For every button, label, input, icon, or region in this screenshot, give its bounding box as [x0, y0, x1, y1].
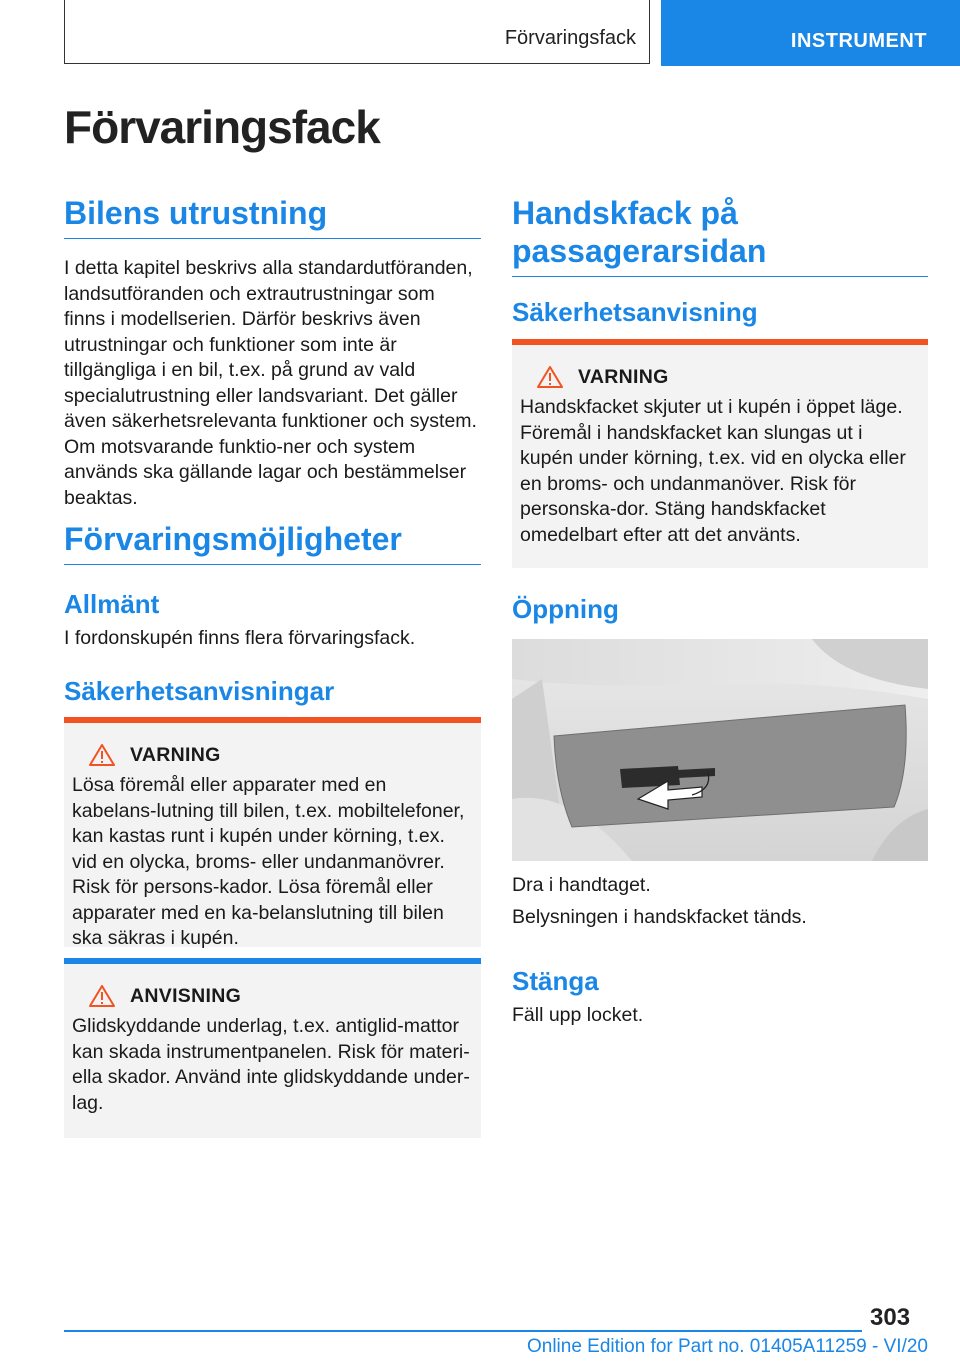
heading-sakerhetsanvisning: Säkerhetsanvisning	[512, 297, 758, 327]
heading-bilens-utrustning: Bilens utrustning	[64, 194, 481, 239]
warning-body: Handskfacket skjuter ut i kupén i öppet läge. Föremål i handskfacket kan slungas ut i kupén under körning, t.ex. vid en olycka eller en broms- och undanmanöver. Risk för personska‐dor. Stäng handskfacket omedelbart efter att det använts.	[520, 396, 906, 546]
warning-title: VARNING	[578, 365, 669, 388]
warning-header	[72, 743, 473, 767]
heading-allmant: Allmänt	[64, 589, 160, 619]
footer-rule	[64, 1330, 862, 1332]
footer-edition: Online Edition for Part no. 01405A11259 - VI/20	[526, 1336, 928, 1357]
heading-oppning: Öppning	[512, 594, 619, 624]
header-section-title: Förvaringsfack	[504, 27, 636, 49]
heading-sakerhetsanvisningar: Säkerhetsanvisningar	[64, 676, 335, 706]
notice-header	[72, 984, 473, 1008]
page-number: 303	[870, 1304, 911, 1331]
notice-triangle-icon	[88, 984, 116, 1008]
warning-triangle-icon	[88, 743, 116, 767]
warning-triangle-icon	[536, 365, 564, 389]
paragraph-allmant: I fordonskupén finns flera förvaringsfack.	[64, 627, 416, 649]
notice-box-1	[64, 958, 481, 1138]
page-title: Förvaringsfack	[64, 101, 380, 153]
paragraph-dra: Dra i handtaget.	[512, 874, 651, 896]
header-tab-label: INSTRUMENT	[790, 30, 927, 52]
heading-stanga: Stänga	[512, 966, 599, 996]
paragraph-belysning: Belysningen i handskfacket tänds.	[512, 906, 807, 928]
heading-forvaringsmojligheter: Förvaringsmöjligheter	[64, 520, 481, 565]
warning-title: VARNING	[130, 743, 221, 766]
warning-body: Lösa föremål eller apparater med en kabelans‐lutning till bilen, t.ex. mobiltelefoner, kan kastas runt i kupén under körning, t.ex. vid en olycka, broms- eller undanmanövrer. Risk för persons‐kador. Lösa föremål eller apparater med en ka‐belanslutning till bilen ska säkras i kupén.	[72, 774, 465, 949]
heading-handskfack: Handskfack på passagerarsidan	[512, 194, 928, 277]
warning-header	[520, 365, 920, 389]
glovebox-photo	[512, 639, 928, 861]
warning-box-1	[64, 717, 481, 947]
paragraph-bilens-utrustning: I detta kapitel beskrivs alla standardutföranden, landsutföranden och extrautrustningar som finns i modellserien. Därför beskrivs även utrustningar och funktioner som inte är tillgängliga i en bil, t.ex. på grund av vald specialutrustning eller landsvariant. Det gäller även säkerhetsrelevanta funktioner och system. Om motsvarande funktio‐ner och system används ska gällande lagar och bestämmelser beaktas.	[64, 257, 477, 509]
warning-box-2	[512, 339, 928, 568]
paragraph-fall: Fäll upp locket.	[512, 1004, 644, 1026]
notice-title: ANVISNING	[130, 984, 242, 1007]
notice-body: Glidskyddande underlag, t.ex. antiglid-mattor kan skada instrumentpanelen. Risk för materi‐ella skador. Använd inte glidskyddande under‐lag.	[72, 1015, 470, 1114]
